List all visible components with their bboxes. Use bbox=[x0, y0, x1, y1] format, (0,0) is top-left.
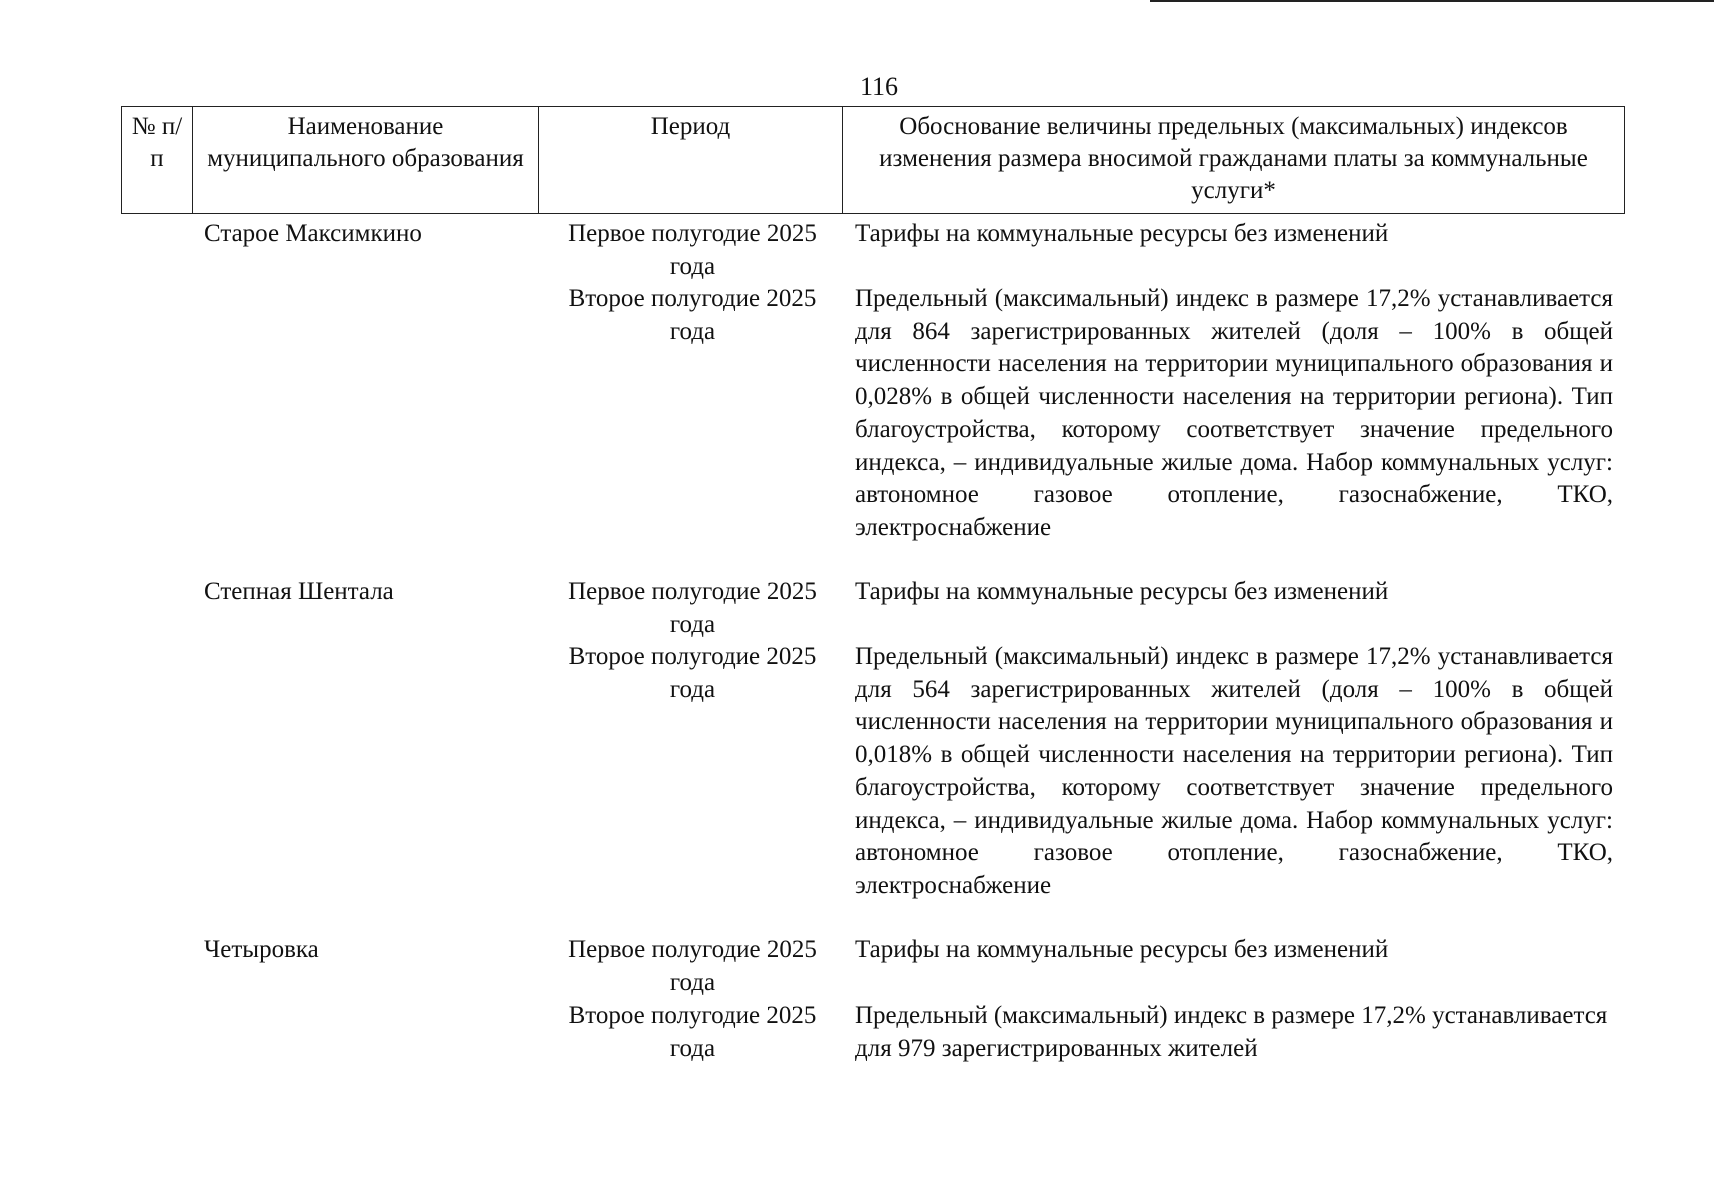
header-period: Период bbox=[539, 107, 843, 214]
header-municipality: Наименование муниципального образования bbox=[193, 107, 539, 214]
period-second-half: Второе полугодие 2025 года bbox=[568, 643, 817, 703]
justification-second-half: Предельный (максимальный) индекс в размере 17,2% устанавливается для 979 зарегистрированных жителей bbox=[855, 1002, 1608, 1062]
table-header bbox=[121, 106, 1625, 214]
justification-first-half: Тарифы на коммунальные ресурсы без изменений bbox=[855, 220, 1389, 247]
page-number: 116 bbox=[860, 72, 899, 101]
page-top-rule bbox=[1150, 0, 1714, 2]
period-first-half: Первое полугодие 2025 года bbox=[568, 578, 817, 638]
municipality-name: Степная Шентала bbox=[204, 578, 394, 605]
period-second-half: Второе полугодие 2025 года bbox=[568, 1002, 817, 1062]
justification-second-half: Предельный (максимальный) индекс в размере 17,2% устанавливается для 864 зарегистрированных жителей (доля – 100% в общей численности населения на территории муниципального образования и 0,028% в общей численности населения на территории региона). Тип благоустройства, которому соответствует значение предельного индекса, – индивидуальные жилые дома. Набор коммунальных услуг: автономное газовое отопление, газоснабжение, ТКО, электроснабжение bbox=[855, 285, 1613, 541]
justification-first-half: Тарифы на коммунальные ресурсы без изменений bbox=[855, 578, 1389, 605]
municipality-name: Четыровка bbox=[204, 936, 319, 963]
header-justification: Обоснование величины предельных (максимальных) индексов изменения размера вносимой гражданами платы за коммунальные услуги* bbox=[843, 107, 1625, 214]
municipality-name: Старое Максимкино bbox=[204, 220, 422, 247]
period-second-half: Второе полугодие 2025 года bbox=[568, 285, 817, 345]
justification-first-half: Тарифы на коммунальные ресурсы без изменений bbox=[855, 936, 1389, 963]
header-num: № п/п bbox=[122, 107, 193, 214]
period-first-half: Первое полугодие 2025 года bbox=[568, 936, 817, 996]
justification-second-half: Предельный (максимальный) индекс в размере 17,2% устанавливается для 564 зарегистрированных жителей (доля – 100% в общей численности населения на территории муниципального образования и 0,018% в общей численности населения на территории региона). Тип благоустройства, которому соответствует значение предельного индекса, – индивидуальные жилые дома. Набор коммунальных услуг: автономное газовое отопление, газоснабжение, ТКО, электроснабжение bbox=[855, 643, 1613, 899]
period-first-half: Первое полугодие 2025 года bbox=[568, 220, 817, 280]
